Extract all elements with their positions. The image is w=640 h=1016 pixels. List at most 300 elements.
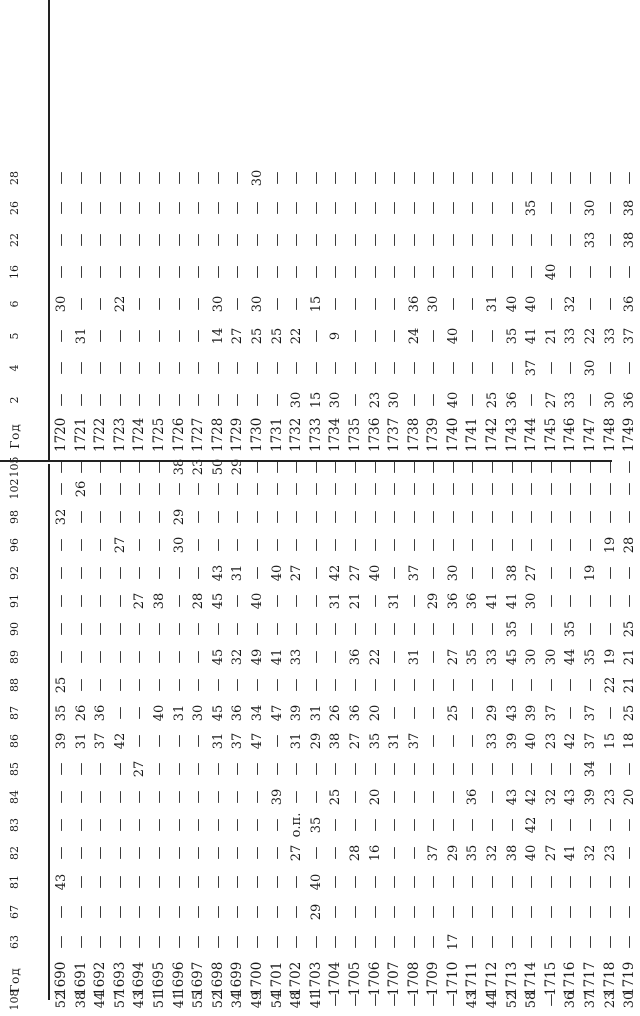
data-cell: —: [622, 361, 638, 375]
data-cell: —: [112, 482, 128, 496]
data-cell: 23: [602, 844, 618, 862]
data-cell: —: [289, 265, 305, 279]
data-column: [52, 725, 640, 757]
data-cell: —: [347, 510, 363, 524]
data-cell: —: [132, 678, 148, 692]
data-cell: —: [151, 762, 167, 776]
year-cell: 1721: [72, 417, 89, 452]
data-cell: 22: [367, 648, 383, 666]
year-cell: 1746: [562, 417, 579, 452]
data-cell: —: [230, 393, 246, 407]
data-cell: —: [367, 265, 383, 279]
data-cell: —: [563, 201, 579, 215]
data-cell: —: [269, 297, 285, 311]
data-cell: —: [93, 622, 109, 636]
data-cell: —: [191, 265, 207, 279]
data-cell: —: [191, 482, 207, 496]
data-cell: 30: [543, 648, 559, 666]
data-cell: —: [347, 233, 363, 247]
data-cell: —: [289, 482, 305, 496]
data-cell: —: [132, 622, 148, 636]
data-cell: —: [269, 171, 285, 185]
data-cell: 32: [583, 844, 599, 862]
column-header: 28: [8, 171, 21, 185]
year-cell: 1723: [111, 417, 128, 452]
data-cell: —: [210, 622, 226, 636]
data-cell: —: [54, 622, 69, 636]
data-cell: —: [249, 482, 265, 496]
data-cell: 27: [524, 564, 540, 582]
data-cell: —: [543, 538, 559, 552]
data-cell: —: [367, 935, 383, 949]
data-cell: —: [504, 762, 520, 776]
data-column: [52, 613, 640, 645]
data-cell: —: [543, 622, 559, 636]
data-cell: —: [602, 566, 618, 580]
data-cell: 27: [289, 564, 305, 582]
data-cell: 30: [583, 359, 599, 377]
data-cell: —: [387, 678, 403, 692]
data-cell: —: [465, 233, 481, 247]
data-cell: —: [347, 905, 363, 919]
data-cell: —: [602, 482, 618, 496]
data-cell: —: [426, 233, 442, 247]
data-cell: —: [347, 935, 363, 949]
data-cell: —: [151, 650, 167, 664]
year-cell: 1716: [562, 961, 579, 996]
data-cell: 29: [485, 704, 501, 722]
data-cell: —: [289, 935, 305, 949]
data-cell: —: [465, 361, 481, 375]
year-cell: 1731: [268, 417, 285, 452]
data-cell: —: [269, 460, 285, 474]
year-cell: 1737: [386, 417, 403, 452]
data-cell: —: [563, 265, 579, 279]
data-cell: —: [563, 905, 579, 919]
data-cell: —: [485, 482, 501, 496]
data-cell: —: [504, 265, 520, 279]
data-cell: —: [171, 734, 187, 748]
data-cell: —: [622, 171, 638, 185]
year-cell: 1706: [366, 961, 383, 996]
data-cell: —: [426, 361, 442, 375]
data-cell: —: [328, 650, 344, 664]
data-cell: 31: [387, 732, 403, 750]
data-cell: —: [171, 762, 187, 776]
data-cell: —: [93, 460, 109, 474]
data-cell: —: [249, 905, 265, 919]
data-cell: —: [54, 171, 69, 185]
data-cell: —: [93, 233, 109, 247]
data-cell: 40: [308, 873, 324, 891]
data-cell: —: [73, 393, 89, 407]
data-cell: 41: [563, 844, 579, 862]
data-cell: —: [191, 650, 207, 664]
data-cell: —: [191, 762, 207, 776]
data-cell: —: [622, 875, 638, 889]
data-cell: —: [93, 875, 109, 889]
data-cell: —: [367, 329, 383, 343]
data-cell: —: [347, 538, 363, 552]
data-cell: —: [132, 875, 148, 889]
data-cell: —: [230, 678, 246, 692]
year-cell: 1724: [131, 417, 148, 452]
data-cell: —: [485, 201, 501, 215]
data-cell: —: [54, 201, 69, 215]
data-cell: 44: [485, 991, 501, 1009]
data-cell: —: [524, 678, 540, 692]
year-cell: 1722: [92, 417, 109, 452]
data-cell: —: [563, 594, 579, 608]
data-cell: —: [289, 538, 305, 552]
year-cell: 1707: [386, 961, 403, 996]
data-cell: 38: [622, 231, 638, 249]
data-cell: —: [93, 846, 109, 860]
data-cell: —: [367, 993, 383, 1007]
data-cell: —: [465, 329, 481, 343]
data-cell: —: [426, 482, 442, 496]
data-cell: —: [602, 935, 618, 949]
data-cell: —: [426, 201, 442, 215]
data-cell: —: [308, 790, 324, 804]
data-cell: 40: [543, 263, 559, 281]
data-cell: —: [308, 935, 324, 949]
data-cell: —: [347, 482, 363, 496]
data-cell: —: [504, 233, 520, 247]
data-cell: —: [524, 622, 540, 636]
data-cell: —: [426, 171, 442, 185]
data-cell: —: [191, 361, 207, 375]
data-cell: —: [543, 762, 559, 776]
data-cell: 40: [269, 564, 285, 582]
data-cell: —: [54, 846, 69, 860]
data-cell: —: [210, 935, 226, 949]
data-cell: —: [249, 622, 265, 636]
data-cell: 34: [230, 991, 246, 1009]
data-cell: —: [367, 510, 383, 524]
data-cell: —: [230, 538, 246, 552]
data-cell: —: [191, 790, 207, 804]
data-cell: —: [249, 875, 265, 889]
data-cell: —: [445, 622, 461, 636]
data-cell: —: [73, 460, 89, 474]
data-cell: —: [387, 233, 403, 247]
data-cell: 36: [504, 391, 520, 409]
data-cell: —: [73, 361, 89, 375]
year-cell: 1748: [601, 417, 618, 452]
data-cell: —: [504, 482, 520, 496]
data-cell: 31: [171, 704, 187, 722]
data-cell: —: [347, 171, 363, 185]
year-cell: 1736: [366, 417, 383, 452]
data-cell: —: [93, 538, 109, 552]
data-cell: 37: [406, 564, 422, 582]
data-cell: 32: [543, 788, 559, 806]
data-cell: —: [387, 538, 403, 552]
column-header: 102: [8, 478, 21, 500]
data-cell: 22: [289, 327, 305, 345]
data-cell: 22: [112, 295, 128, 313]
data-cell: —: [406, 594, 422, 608]
data-cell: —: [504, 538, 520, 552]
data-cell: —: [191, 201, 207, 215]
column-header: 91: [8, 594, 21, 608]
data-cell: 42: [524, 816, 540, 834]
data-cell: —: [54, 650, 69, 664]
data-cell: 29: [308, 732, 324, 750]
data-cell: —: [465, 538, 481, 552]
data-cell: 31: [73, 732, 89, 750]
data-cell: —: [485, 935, 501, 949]
data-cell: —: [73, 233, 89, 247]
data-cell: 40: [151, 704, 167, 722]
data-cell: —: [328, 297, 344, 311]
data-cell: —: [289, 510, 305, 524]
data-cell: —: [387, 935, 403, 949]
data-cell: —: [426, 538, 442, 552]
data-cell: 27: [445, 648, 461, 666]
data-cell: 43: [465, 991, 481, 1009]
data-cell: 35: [504, 620, 520, 638]
data-cell: —: [328, 171, 344, 185]
data-cell: 27: [112, 536, 128, 554]
data-cell: —: [583, 935, 599, 949]
data-cell: —: [504, 510, 520, 524]
data-cell: —: [289, 171, 305, 185]
table-divider: [0, 460, 612, 462]
column-header: 81: [8, 875, 21, 889]
data-cell: 33: [485, 732, 501, 750]
year-cell: 1739: [425, 417, 442, 452]
data-cell: —: [563, 678, 579, 692]
data-cell: —: [465, 818, 481, 832]
data-cell: 30: [191, 704, 207, 722]
data-cell: —: [289, 905, 305, 919]
data-cell: 19: [602, 648, 618, 666]
data-cell: —: [583, 297, 599, 311]
data-cell: —: [112, 393, 128, 407]
data-cell: —: [132, 201, 148, 215]
data-cell: —: [563, 566, 579, 580]
data-cell: —: [543, 171, 559, 185]
data-cell: —: [171, 171, 187, 185]
data-cell: —: [171, 329, 187, 343]
data-cell: —: [602, 171, 618, 185]
data-cell: —: [563, 361, 579, 375]
data-cell: —: [171, 678, 187, 692]
data-cell: —: [347, 762, 363, 776]
data-cell: 26: [73, 704, 89, 722]
data-cell: —: [308, 361, 324, 375]
data-column: [52, 320, 640, 352]
data-cell: 37: [406, 732, 422, 750]
data-cell: 44: [563, 648, 579, 666]
column-header: 6: [8, 300, 21, 308]
data-cell: —: [524, 538, 540, 552]
data-cell: 31: [328, 592, 344, 610]
data-cell: —: [367, 762, 383, 776]
data-cell: 57: [112, 991, 128, 1009]
data-cell: —: [328, 846, 344, 860]
data-cell: 40: [524, 732, 540, 750]
data-cell: —: [328, 875, 344, 889]
data-cell: —: [308, 201, 324, 215]
data-column: [52, 384, 640, 416]
data-cell: —: [171, 265, 187, 279]
data-cell: —: [151, 201, 167, 215]
data-cell: —: [583, 594, 599, 608]
table-right: [0, 0, 638, 460]
data-cell: —: [465, 566, 481, 580]
data-cell: —: [485, 460, 501, 474]
data-cell: —: [367, 622, 383, 636]
data-cell: 33: [602, 327, 618, 345]
data-cell: —: [583, 460, 599, 474]
data-cell: —: [622, 846, 638, 860]
data-cell: —: [524, 905, 540, 919]
data-cell: —: [426, 762, 442, 776]
year-cell: 1732: [288, 417, 305, 452]
data-cell: 27: [289, 844, 305, 862]
year-cell: 1720: [53, 417, 69, 452]
data-cell: —: [132, 297, 148, 311]
data-cell: 21: [543, 327, 559, 345]
data-cell: —: [328, 510, 344, 524]
data-cell: —: [485, 329, 501, 343]
data-cell: —: [73, 566, 89, 580]
data-cell: 38: [328, 732, 344, 750]
data-cell: —: [543, 297, 559, 311]
table-header: [0, 0, 50, 460]
data-cell: —: [132, 460, 148, 474]
data-cell: —: [249, 566, 265, 580]
data-cell: —: [543, 678, 559, 692]
data-cell: 37: [622, 327, 638, 345]
data-cell: —: [406, 905, 422, 919]
data-cell: 55: [191, 991, 207, 1009]
data-cell: —: [269, 361, 285, 375]
data-cell: —: [112, 566, 128, 580]
data-cell: 27: [347, 564, 363, 582]
data-cell: —: [132, 265, 148, 279]
data-cell: —: [387, 762, 403, 776]
data-cell: 40: [445, 391, 461, 409]
data-cell: —: [445, 818, 461, 832]
data-cell: —: [406, 361, 422, 375]
data-cell: —: [112, 171, 128, 185]
column-header: 2: [8, 396, 21, 404]
column-header: 98: [8, 510, 21, 524]
data-cell: —: [93, 818, 109, 832]
data-cell: 30: [210, 295, 226, 313]
data-cell: 33: [563, 327, 579, 345]
data-cell: —: [504, 201, 520, 215]
data-cell: 23: [367, 391, 383, 409]
data-cell: —: [191, 734, 207, 748]
data-cell: —: [602, 762, 618, 776]
data-cell: —: [406, 233, 422, 247]
data-cell: —: [54, 818, 69, 832]
data-cell: —: [171, 935, 187, 949]
data-cell: —: [387, 905, 403, 919]
data-cell: —: [230, 361, 246, 375]
data-cell: —: [504, 460, 520, 474]
data-cell: —: [426, 935, 442, 949]
data-cell: 38: [73, 991, 89, 1009]
data-cell: —: [93, 329, 109, 343]
data-cell: 23: [602, 788, 618, 806]
data-cell: —: [230, 297, 246, 311]
year-cell: 1719: [621, 961, 638, 996]
data-cell: —: [524, 482, 540, 496]
data-cell: 22: [602, 676, 618, 694]
data-cell: 43: [504, 788, 520, 806]
data-cell: —: [465, 762, 481, 776]
data-cell: —: [151, 566, 167, 580]
data-column: [52, 697, 640, 729]
data-cell: —: [504, 171, 520, 185]
data-cell: —: [308, 171, 324, 185]
data-cell: —: [54, 460, 69, 474]
column-header: 82: [8, 846, 21, 860]
data-cell: 39: [289, 704, 305, 722]
data-cell: —: [54, 790, 69, 804]
data-cell: 45: [210, 648, 226, 666]
data-cell: 38: [151, 592, 167, 610]
data-cell: —: [445, 171, 461, 185]
data-cell: —: [230, 875, 246, 889]
data-cell: —: [269, 622, 285, 636]
data-cell: 35: [524, 199, 540, 217]
year-cell: 1701: [268, 961, 285, 996]
data-cell: —: [132, 329, 148, 343]
data-cell: —: [485, 510, 501, 524]
data-cell: —: [73, 171, 89, 185]
data-cell: —: [583, 510, 599, 524]
data-cell: —: [54, 935, 69, 949]
data-cell: —: [289, 594, 305, 608]
column-header: 4: [8, 364, 21, 372]
data-cell: —: [269, 538, 285, 552]
data-cell: —: [622, 566, 638, 580]
data-cell: —: [465, 297, 481, 311]
data-cell: —: [210, 762, 226, 776]
data-cell: —: [132, 171, 148, 185]
data-cell: 36: [406, 295, 422, 313]
data-cell: —: [191, 678, 207, 692]
data-cell: —: [191, 935, 207, 949]
year-cell: 1733: [307, 417, 324, 452]
data-cell: 36: [347, 704, 363, 722]
data-cell: 26: [328, 704, 344, 722]
data-cell: —: [269, 265, 285, 279]
data-cell: —: [367, 171, 383, 185]
data-cell: —: [210, 265, 226, 279]
data-cell: —: [73, 538, 89, 552]
data-cell: 22: [583, 327, 599, 345]
data-cell: —: [485, 622, 501, 636]
data-cell: —: [602, 706, 618, 720]
data-cell: 16: [367, 844, 383, 862]
data-cell: —: [445, 875, 461, 889]
data-cell: —: [93, 393, 109, 407]
data-cell: 31: [308, 704, 324, 722]
data-cell: —: [210, 818, 226, 832]
year-header: Год: [8, 967, 22, 993]
data-cell: 49: [249, 648, 265, 666]
column-header: 90: [8, 622, 21, 636]
data-cell: 30: [249, 169, 265, 187]
